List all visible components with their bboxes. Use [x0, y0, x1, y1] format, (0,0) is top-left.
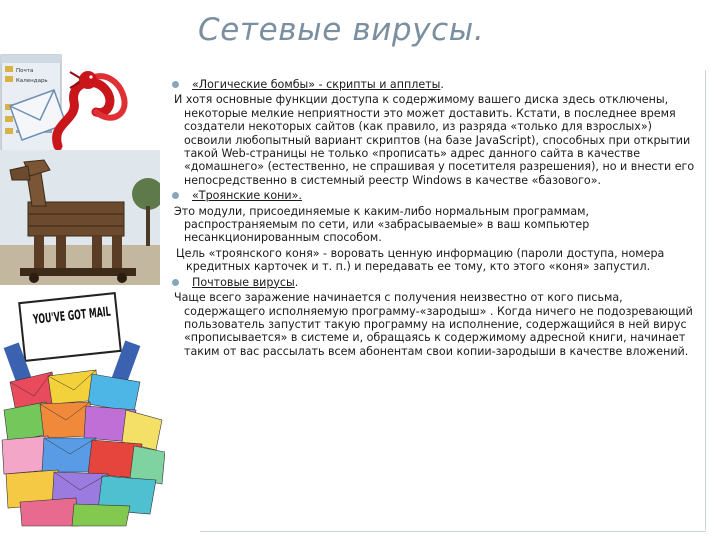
bullet-logic-bombs [170, 78, 698, 91]
bullet-heading: «Троянские кони». [192, 189, 302, 203]
bullet-icon [172, 192, 179, 199]
paragraph: Цель «троянского коня» - воровать ценную информацию (пароли доступа, номера кредитных карточек и т. п.) и передавать ее тому, кто этого «коня» запустил. [176, 246, 665, 274]
bullet-icon [172, 279, 179, 286]
mail-menu-item-mail: Почта [16, 68, 34, 74]
slide-content [170, 78, 698, 360]
slide-border-bottom [200, 531, 706, 532]
mail-worm-illustration [0, 54, 140, 154]
pile-sign-text: YOU'VE GOT MAIL [32, 299, 163, 328]
bullet-mail-viruses [170, 276, 698, 289]
bullet-icon [172, 81, 179, 88]
bullet-trojans [170, 189, 698, 202]
trojan-horse-illustration [0, 150, 160, 285]
bullet-heading: «Логические бомбы» - скрипты и апплеты [192, 78, 441, 91]
paragraph: Это модули, присоединяемые к каким-либо нормальным программам, распространяемым по сети, или «забрасываемые» в ваш компьютер несанкционированным способом. [174, 204, 590, 245]
mail-pile-illustration [0, 292, 165, 527]
bullet-heading-suffix: . [294, 275, 299, 289]
slide-title: Сетевые вирусы. [198, 12, 485, 48]
mail-menu-item-calendar: Календарь [16, 78, 48, 84]
bullet-heading-suffix: . [440, 78, 444, 91]
bullet-heading: Почтовые вирусы [192, 275, 295, 289]
slide-border-right [705, 70, 706, 530]
paragraph: Чаще всего заражение начинается с получения неизвестно от кого письма, содержащего исполняемую программу-«зародыш» . Когда ничего не подозревающий пользователь запустит такую программу на исполнение, содержащийся в ней вирус «прописывается» в системе и, обращаясь к содержимому адресной книги, начинает таким от вас рассылать всем абонентам свои копии-зародыши в качестве вложений. [174, 291, 693, 358]
paragraph: И хотя основные функции доступа к содержимому вашего диска здесь отключены, некоторые мелкие неприятности это может доставить. Кстати, в последнее время создатели некоторых сайтов (как правило, из разряда «только для взрослых») освоили любопытный вариант скриптов (на базе JavaScript), способных при открытии такой Web-страницы не только «прописать» адрес данного сайта в качестве «домашнего» (естественно, не спрашивая у посетителя разрешения), но и внести его непосредственно в системный реестр Windows в качестве «базового». [174, 93, 695, 187]
